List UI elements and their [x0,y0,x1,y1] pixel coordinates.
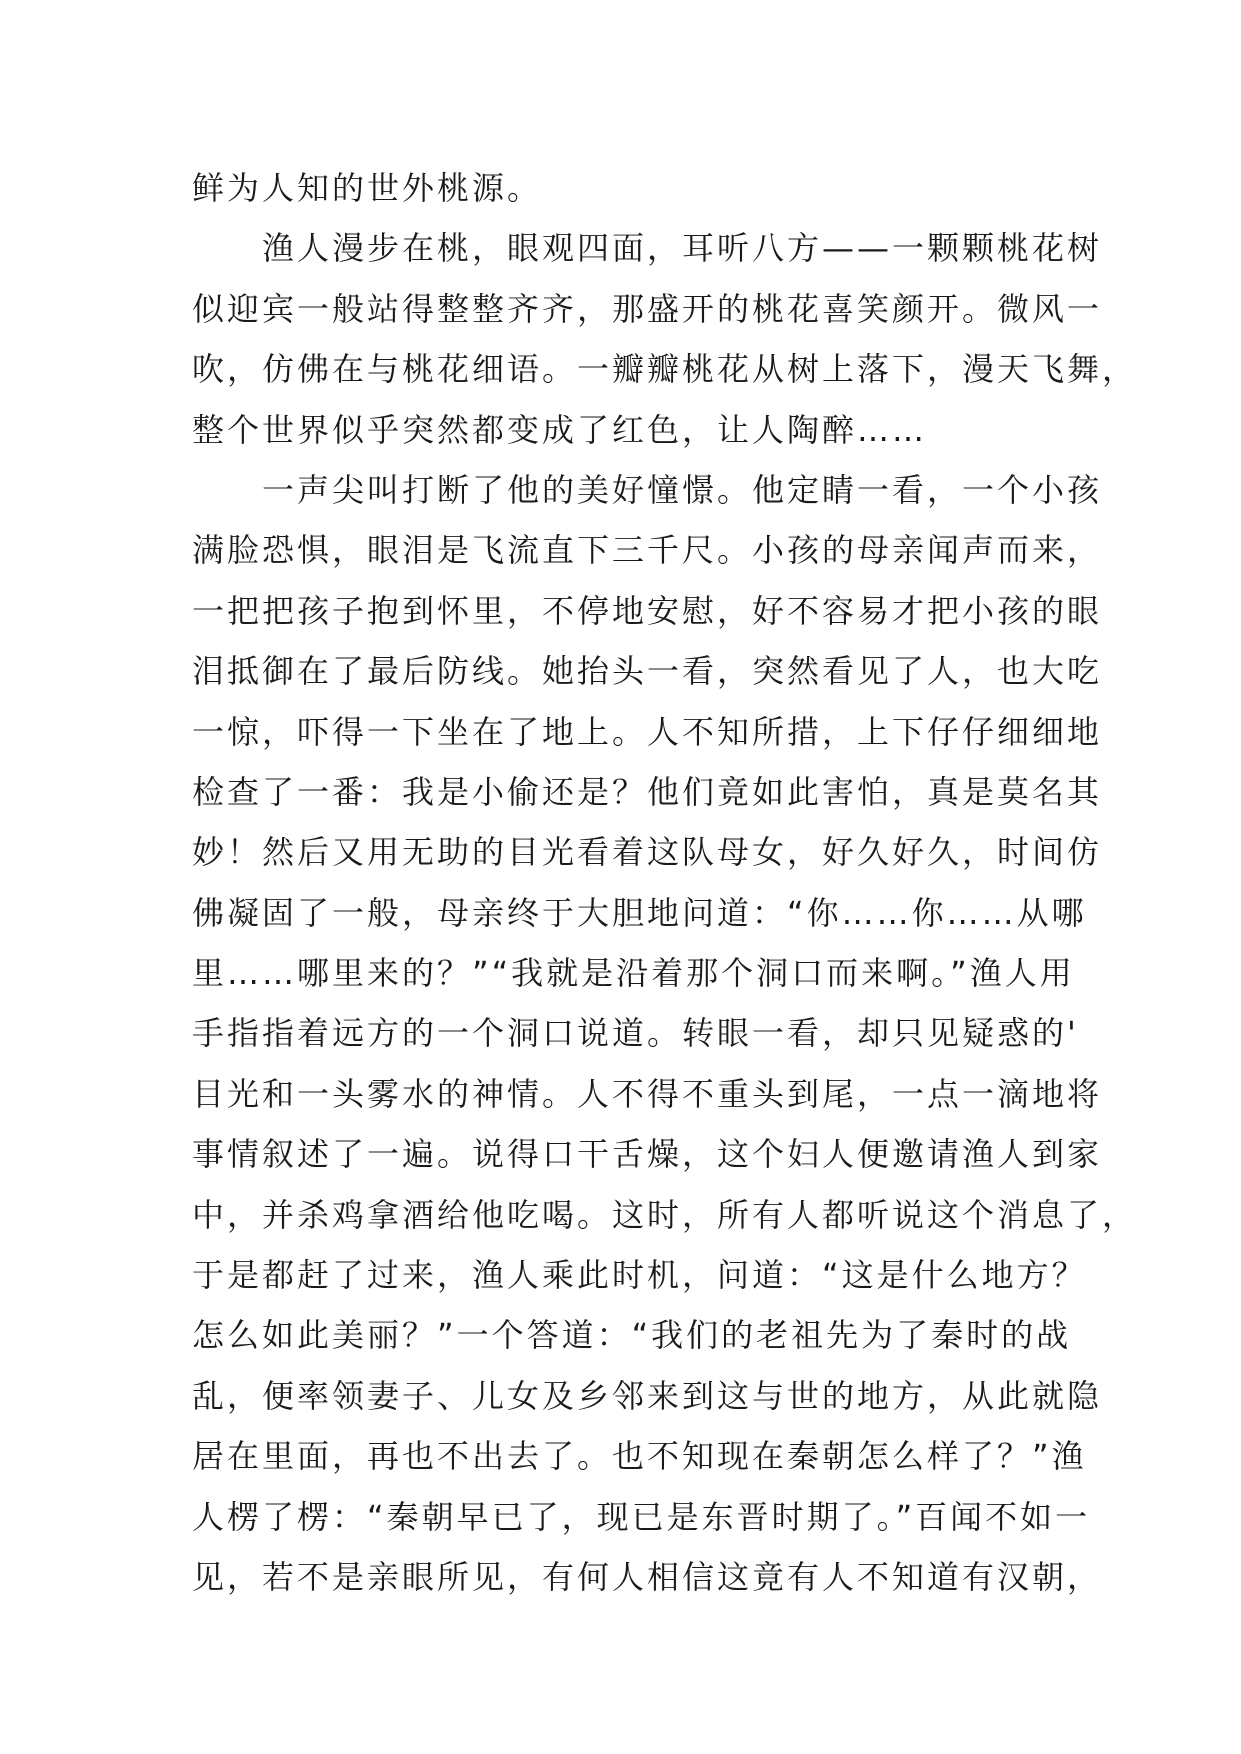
text-line: 人楞了楞：“秦朝早已了，现已是东晋时期了。”百闻不如一 [192,1497,1091,1536]
essay-body [192,158,1138,1607]
text-line: 目光和一头雾水的神情。人不得不重头到尾，一点一滴地将 [192,1074,1103,1113]
text-line: 一把把孩子抱到怀里，不停地安慰，好不容易才把小孩的眼 [192,591,1103,630]
text-line: 检查了一番：我是小偷还是？他们竟如此害怕，真是莫名其 [192,772,1103,811]
text-line: 手指指着远方的一个洞口说道。转眼一看，却只见疑惑的' [192,1014,1079,1053]
text-line: 一惊，吓得一下坐在了地上。人不知所措，上下仔仔细细地 [192,712,1103,751]
text-line: 于是都赶了过来，渔人乘此时机，问道：“这是什么地方？ [192,1256,1087,1295]
paragraph-start-line: 渔人漫步在桃，眼观四面，耳听八方——一颗颗桃花树 [262,229,1103,268]
text-line: 吹，仿佛在与桃花细语。一瓣瓣桃花从树上落下，漫天飞舞， [192,350,1138,389]
text-line: 里……哪里来的？”“我就是沿着那个洞口而来啊。”渔人用 [192,954,1075,993]
text-line: 事情叙述了一遍。说得口干舌燥，这个妇人便邀请渔人到家 [192,1135,1103,1174]
text-line: 鲜为人知的世外桃源。 [192,169,543,207]
paragraph-start-line: 一声尖叫打断了他的美好憧憬。他定睛一看，一个小孩 [262,470,1103,509]
text-line: 居在里面，再也不出去了。也不知现在秦朝怎么样了？”渔 [192,1437,1087,1476]
text-line: 佛凝固了一般，母亲终于大胆地问道：“你……你……从哪 [192,893,1087,932]
text-line: 怎么如此美丽？”一个答道：“我们的老祖先为了秦时的战 [192,1316,1072,1355]
text-line: 妙！然后又用无助的目光看着这队母女，好久好久，时间仿 [192,833,1103,872]
text-line: 乱，便率领妻子、儿女及乡邻来到这与世的地方，从此就隐 [192,1376,1103,1415]
text-line: 似迎宾一般站得整整齐齐，那盛开的桃花喜笑颜开。微风一 [192,289,1103,328]
text-line: 整个世界似乎突然都变成了红色，让人陶醉…… [192,410,928,449]
text-line: 满脸恐惧，眼泪是飞流直下三千尺。小孩的母亲闻声而来， [192,531,1103,570]
text-line: 见，若不是亲眼所见，有何人相信这竟有人不知道有汉朝， [192,1557,1103,1596]
text-line: 泪抵御在了最后防线。她抬头一看，突然看见了人，也大吃 [192,652,1103,691]
text-line: 中，并杀鸡拿酒给他吃喝。这时，所有人都听说这个消息了， [192,1195,1138,1234]
